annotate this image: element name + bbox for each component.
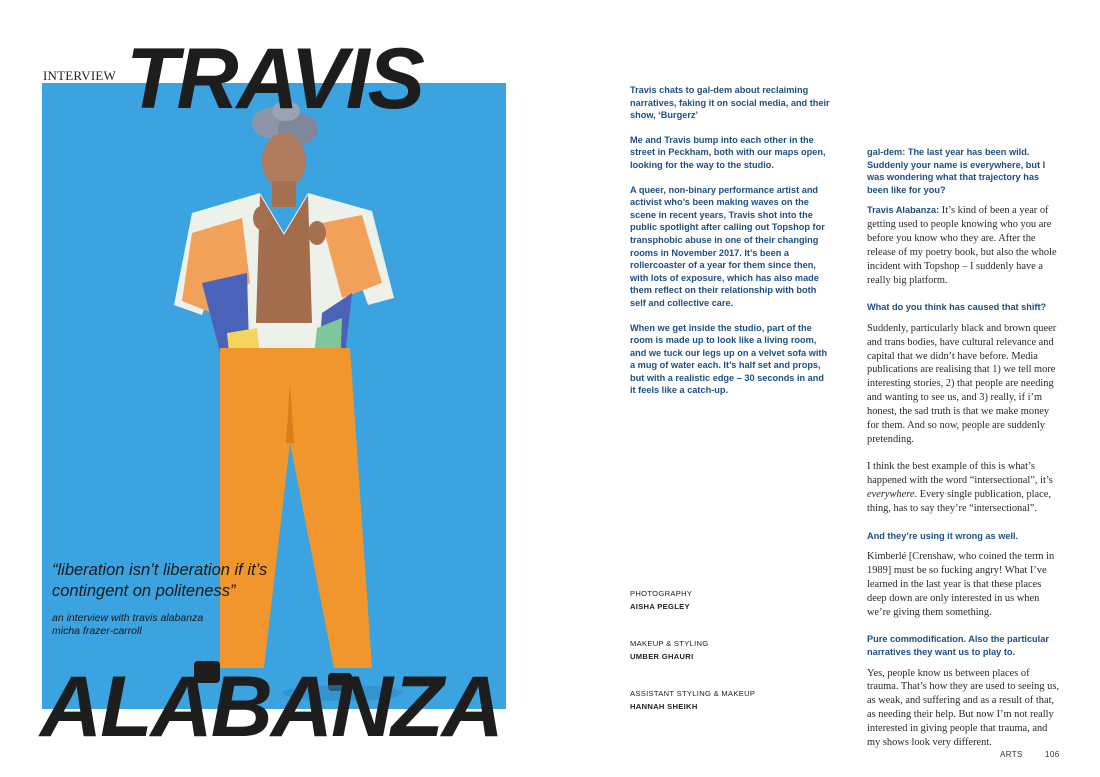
answer-text: I think the best example of this is what’s happened with the word “intersectional”, it’s bbox=[867, 461, 1053, 487]
answer: Suddenly, particularly black and brown queer and trans bodies, have cultural relevance and capital that we didn’t have before. Media publications are realising that 1) we tell more interesting stories, 2) that people are needing and wanting to see us, and 3) really, if i’m honest, the sad truth is that we make money for them. And so now, people are suddenly pretending. bbox=[867, 322, 1057, 445]
intro-paragraph: When we get inside the studio, part of the room is made up to look like a living room, and we tuck our legs up on a velvet sofa with a mug of water each. It’s half set and props, but with a realistic edge – 30 seconds in and it feels like a catch-up. bbox=[630, 322, 828, 396]
credit-photography bbox=[630, 589, 830, 611]
credit-name: UMBER GHAURI bbox=[630, 652, 694, 661]
credit-makeup bbox=[630, 639, 830, 661]
answer: Yes, people know us between places of trauma. That’s how they are used to seeing us, as weak, and suffering and as a result of that, as needing their help. But now I’m not really interested in giving people that trauma, and my shows look very different. bbox=[867, 667, 1059, 748]
credit-role: PHOTOGRAPHY bbox=[630, 589, 693, 598]
question: And they’re using it wrong as well. bbox=[867, 530, 1019, 541]
answer: Kimberlé [Crenshaw, who coined the term in 1989] must be so fucking angry! What I’ve learned in the last year is that these places deep down are only interested in us when we’re giving them something. bbox=[867, 551, 1055, 618]
title-last-name: ALABANZA bbox=[40, 659, 502, 755]
credit-role: ASSISTANT STYLING & MAKEUP bbox=[630, 689, 756, 698]
credit-assistant bbox=[630, 689, 830, 711]
page-number: 106 bbox=[1045, 750, 1060, 759]
byline-author: micha frazer-carroll bbox=[52, 625, 142, 638]
intro-paragraph: A queer, non-binary performance artist and activist who’s been making waves on the scene in recent years, Travis shot into the public spotlight after calling out Topshop for transphobic abuse in one of their changing rooms in November 2017. It’s been a rollercoaster of a year for them since then, with lots of exposure, which has also made them reflect on their relationship with both self and collective care. bbox=[630, 184, 825, 308]
answer-text: . Every single publication, place, thing, has to say they’re “intersectional”. bbox=[867, 489, 1051, 514]
byline-subtitle: an interview with travis alabanza bbox=[52, 612, 204, 624]
speaker-label: Travis Alabanza: bbox=[867, 205, 940, 216]
intro-column bbox=[630, 84, 830, 409]
section-label: INTERVIEW bbox=[43, 68, 116, 83]
credit-role: MAKEUP & STYLING bbox=[630, 639, 709, 648]
credit-name: HANNAH SHEIKH bbox=[630, 702, 698, 711]
question: What do you think has caused that shift? bbox=[867, 302, 1047, 313]
standfirst: Travis chats to gal-dem about reclaiming narratives, faking it on social media, and their show, ‘Burgerz’ bbox=[630, 85, 830, 121]
answer bbox=[867, 460, 1059, 515]
byline bbox=[52, 612, 203, 638]
question: gal-dem: The last year has been wild. Suddenly your name is everywhere, but I was wondering what that trajectory has been like for you? bbox=[867, 147, 1046, 195]
intro-paragraph: Me and Travis bump into each other in the street in Peckham, both with our maps open, looking for the way to the studio. bbox=[630, 134, 826, 170]
emphasis: everywhere bbox=[867, 489, 915, 501]
footer-section: ARTS bbox=[1000, 750, 1023, 759]
answer-text: It’s kind of been a year of getting used to people knowing who you are before you know who they are. After the release of my poetry book, but also the whole incident with Topshop – I suddenly have a really big platform. bbox=[867, 205, 1057, 286]
title-first-name: TRAVIS bbox=[126, 31, 423, 127]
interview-column bbox=[867, 146, 1059, 764]
answer bbox=[867, 204, 1059, 287]
pull-quote: “liberation isn’t liberation if it’s contingent on politeness” bbox=[52, 561, 268, 600]
credit-name: AISHA PEGLEY bbox=[630, 602, 690, 611]
question: Pure commodification. Also the particular narratives they want us to play to. bbox=[867, 634, 1049, 658]
